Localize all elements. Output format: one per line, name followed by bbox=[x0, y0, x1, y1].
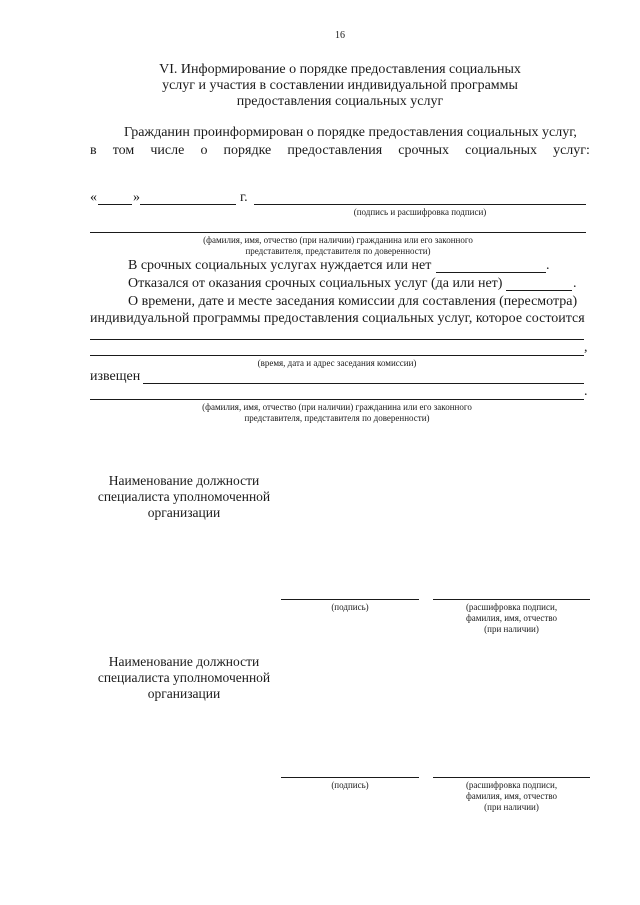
position-title-line: организации bbox=[147, 505, 221, 520]
decoding-field-1[interactable] bbox=[433, 599, 590, 600]
signature-field-1[interactable] bbox=[281, 599, 419, 600]
date-day-field[interactable] bbox=[98, 204, 132, 205]
info-paragraph-line2 bbox=[90, 143, 590, 159]
section-title-line: услуг и участия в составлении индивидуальной программы bbox=[162, 78, 518, 93]
position-title-1 bbox=[84, 473, 284, 521]
informed-label: извещен bbox=[90, 369, 141, 384]
meeting-comma: , bbox=[584, 340, 588, 355]
informed-field[interactable] bbox=[143, 383, 584, 384]
position-title-line: специалиста уполномоченной bbox=[97, 489, 271, 504]
position-title-2 bbox=[84, 654, 284, 702]
commission-line2: индивидуальной программы предоставления социальных услуг, которое состоится bbox=[90, 311, 585, 326]
meeting-field-2[interactable] bbox=[90, 355, 584, 356]
word: в bbox=[90, 143, 97, 158]
caption-fio bbox=[90, 235, 586, 257]
position-title-line: организации bbox=[147, 686, 221, 701]
caption-signature-1: (подпись) bbox=[331, 602, 369, 612]
word: том bbox=[112, 143, 135, 158]
caption-meeting: (время, дата и адрес заседания комиссии) bbox=[257, 358, 417, 368]
signature-field-2[interactable] bbox=[281, 777, 419, 778]
refused-end: . bbox=[573, 276, 577, 291]
needs-urgent-field[interactable] bbox=[436, 272, 546, 273]
caption-fio2-line: (фамилия, имя, отчество (при наличии) гражданина или его законного bbox=[202, 402, 472, 412]
info-paragraph-line1: Гражданин проинформирован о порядке предоставления социальных услуг, bbox=[124, 125, 577, 140]
needs-urgent-label: В срочных социальных услугах нуждается или нет bbox=[128, 258, 432, 273]
signature-decoding-field[interactable] bbox=[254, 204, 586, 205]
word: срочных bbox=[398, 143, 450, 158]
word: услуг: bbox=[553, 143, 590, 158]
commission-line1: О времени, дате и месте заседания комиссии для составления (пересмотра) bbox=[128, 294, 578, 309]
caption-signature-decoding: (подпись и расшифровка подписи) bbox=[353, 207, 487, 217]
word: социальных bbox=[465, 143, 537, 158]
date-close-quote: » bbox=[133, 190, 140, 205]
word: порядке bbox=[223, 143, 272, 158]
date-year-suffix: г. bbox=[240, 190, 248, 205]
caption-fio2 bbox=[90, 402, 584, 424]
word: о bbox=[200, 143, 208, 158]
caption-fio2-line: представителя, представителя по доверенности) bbox=[244, 413, 430, 423]
caption-signature-2: (подпись) bbox=[331, 780, 369, 790]
caption-fio-line: (фамилия, имя, отчество (при наличии) гражданина или его законного bbox=[203, 235, 473, 245]
word: числе bbox=[150, 143, 185, 158]
caption-decoding-line: (расшифровка подписи, bbox=[465, 602, 558, 612]
page-number: 16 bbox=[335, 30, 345, 41]
decoding-field-2[interactable] bbox=[433, 777, 590, 778]
meeting-field-1[interactable] bbox=[90, 339, 584, 340]
caption-decoding-line: (при наличии) bbox=[484, 624, 539, 634]
caption-decoding-line: фамилия, имя, отчество bbox=[465, 791, 558, 801]
date-open-quote: « bbox=[90, 190, 97, 205]
fio2-field[interactable] bbox=[90, 399, 584, 400]
informed-period: . bbox=[584, 384, 588, 399]
caption-decoding-2 bbox=[433, 780, 590, 813]
position-title-line: Наименование должности bbox=[108, 654, 260, 669]
refused-field[interactable] bbox=[506, 290, 572, 291]
needs-urgent-end: . bbox=[546, 258, 550, 273]
caption-decoding-1 bbox=[433, 602, 590, 635]
section-title-line: предоставления социальных услуг bbox=[236, 94, 444, 109]
position-title-line: Наименование должности bbox=[108, 473, 260, 488]
caption-decoding-line: (при наличии) bbox=[484, 802, 539, 812]
fio-field[interactable] bbox=[90, 232, 586, 233]
caption-decoding-line: фамилия, имя, отчество bbox=[465, 613, 558, 623]
position-title-line: специалиста уполномоченной bbox=[97, 670, 271, 685]
word: предоставления bbox=[287, 143, 383, 158]
section-title bbox=[90, 62, 590, 110]
caption-decoding-line: (расшифровка подписи, bbox=[465, 780, 558, 790]
section-title-line: VI. Информирование о порядке предоставления социальных bbox=[159, 62, 521, 77]
date-month-field[interactable] bbox=[140, 204, 236, 205]
refused-label: Отказался от оказания срочных социальных услуг (да или нет) bbox=[128, 276, 503, 291]
caption-fio-line: представителя, представителя по доверенности) bbox=[245, 246, 431, 256]
